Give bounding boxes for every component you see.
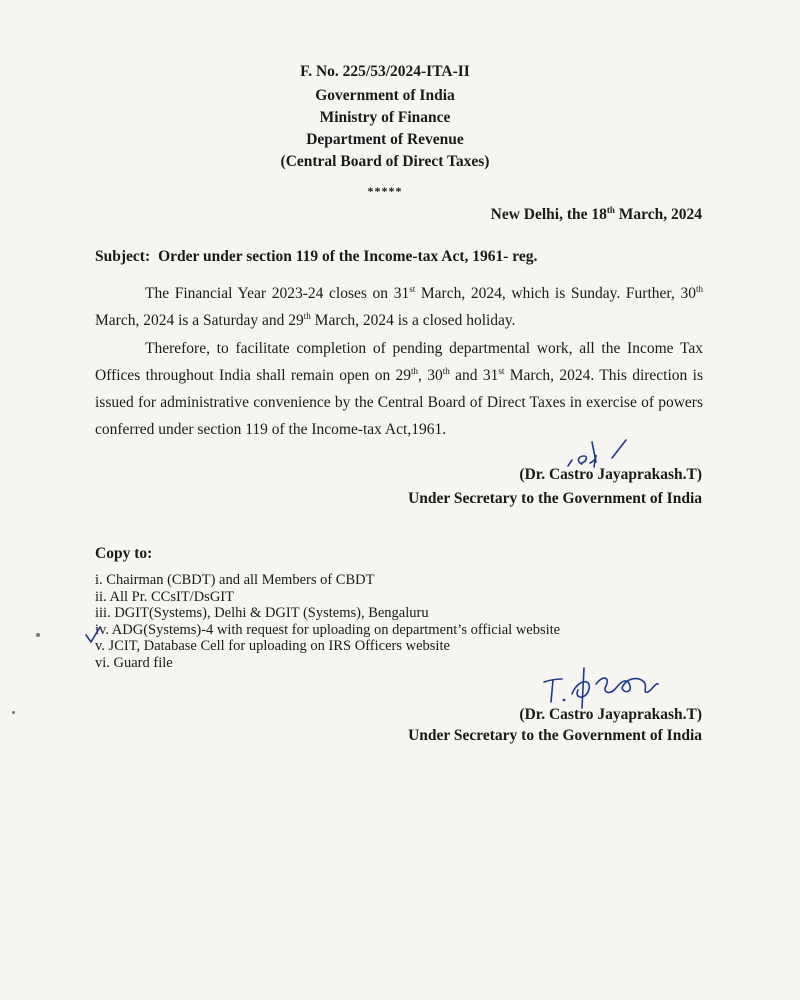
department-heading: Department of Revenue [306,131,464,148]
copy-item-2: ii. All Pr. CCsIT/DsGIT [95,588,234,605]
para2-text-c: and 31 [449,367,499,384]
copy-signatory-name: (Dr. Castro Jayaprakash.T) [519,706,702,723]
copy-item-4: iv. ADG(Systems)-4 with request for uploading on department’s official website [95,621,561,638]
para2-sup-c: st [498,365,505,376]
board-heading: (Central Board of Direct Taxes) [280,153,490,170]
paper-speck [36,633,40,637]
copy-signatory-designation: Under Secretary to the Government of India [408,727,702,744]
para1-sup-c: th [303,310,311,321]
paragraph-2 [95,335,703,443]
para1-text-c: March, 2024 is a Saturday and 29 [95,312,304,329]
initials-handwritten-icon [538,664,678,712]
tick-mark-icon [82,625,114,645]
separator-stars: ***** [367,184,403,198]
copy-item-6: vi. Guard file [95,654,173,671]
para1-text-a: The Financial Year 2023-24 closes on 31 [145,285,410,302]
para1-text-b: March, 2024, which is Sunday. Further, 30 [415,285,696,302]
copy-item-3: iii. DGIT(Systems), Delhi & DGIT (Systems), Bengaluru [95,605,429,621]
ministry-heading: Ministry of Finance [319,109,451,126]
copy-item-1: i. Chairman (CBDT) and all Members of CBDT [95,572,375,588]
paragraph-1 [95,280,703,334]
dateline [491,206,702,224]
para2-sup-a: th [411,365,419,376]
para1-sup-a: st [409,283,416,294]
copy-to-list [95,572,560,671]
para2-text-b: , 30 [418,367,443,384]
signatory-name: (Dr. Castro Jayaprakash.T) [519,466,702,483]
dateline-suffix: March, 2024 [614,206,702,223]
para1-sup-b: th [695,283,703,294]
para1-text-d: March, 2024 is a closed holiday. [310,312,516,329]
para2-text-a: Therefore, to facilitate completion of pending departmental work, all the Income Tax Offices throughout India shall remain open on 29 [95,340,703,384]
para2-sup-b: th [442,365,450,376]
signatory-designation: Under Secretary to the Government of India [408,490,702,507]
dateline-sup: th [606,204,615,215]
para2-text-d: March, 2024. This direction is issued for administrative convenience by the Central Board of Direct Taxes in exercise of powers conferred under section 119 of the Income-tax Act,1961. [95,367,703,438]
copy-to-heading: Copy to: [95,545,153,562]
subject-line [95,248,537,266]
copy-item-5: v. JCIT, Database Cell for uploading on IRS Officers website [95,638,450,654]
paper-speck [12,711,15,714]
subject-text: Order under section 119 of the Income-tax Act, 1961- reg. [158,248,538,265]
file-number: F. No. 225/53/2024-ITA-II [300,63,470,80]
dateline-prefix: New Delhi, the 18 [490,206,607,223]
government-heading: Government of India [315,87,455,104]
subject-label: Subject: [95,248,151,265]
